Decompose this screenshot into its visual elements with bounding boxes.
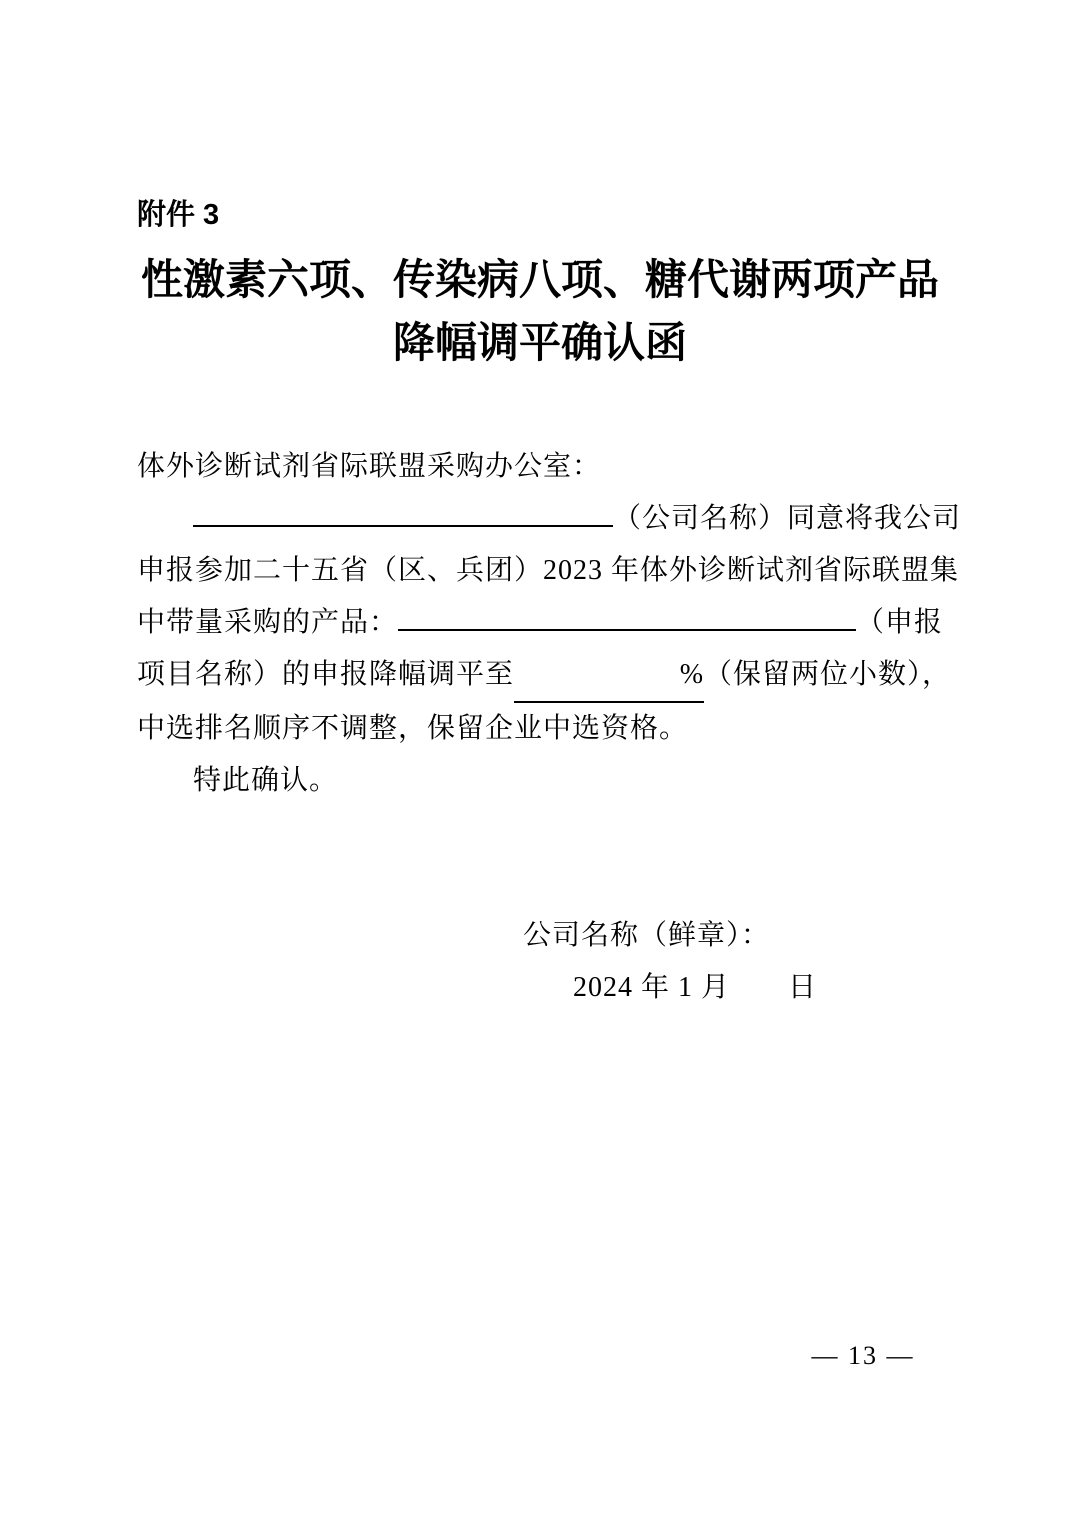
body-line-6: 中选排名顺序不调整，保留企业中选资格。 <box>137 713 689 744</box>
signature-company-label: 公司名称（鲜章）： <box>523 920 771 951</box>
body-line-3: 申报参加二十五省（区、兵团）2023 年体外诊断试剂省际联盟集 <box>137 555 960 586</box>
confirmation-line: 特此确认。 <box>193 765 339 796</box>
company-blank-note: （公司名称）同意将我公司 <box>613 503 962 534</box>
product-name-blank <box>398 601 856 631</box>
percent-prefix: 项目名称）的申报降幅调平至 <box>137 659 515 690</box>
attachment-label: 附件 3 <box>137 199 220 231</box>
date-day-label: 日 <box>788 972 818 1003</box>
date-prefix: 2024 年 1 月 <box>573 972 731 1003</box>
percent-blank <box>514 649 704 703</box>
percent-sign: % <box>679 659 705 690</box>
signature-block <box>523 910 817 1014</box>
document-title <box>0 250 1080 376</box>
page-number: — 13 — <box>811 1341 915 1370</box>
product-suffix: （申报 <box>856 607 944 638</box>
body-line-product <box>137 597 945 649</box>
percent-suffix: （保留两位小数）， <box>704 659 952 690</box>
product-label: 中带量采购的产品： <box>137 607 399 638</box>
salutation-line: 体外诊断试剂省际联盟采购办公室： <box>137 451 602 482</box>
body-line-percent <box>137 649 952 703</box>
company-name-blank <box>193 497 613 527</box>
signature-date-line <box>573 962 817 1014</box>
title-line-1: 性激素六项、传染病八项、糖代谢两项产品 <box>140 258 939 304</box>
body-line-company <box>137 493 962 545</box>
title-line-2: 降幅调平确认函 <box>392 321 687 367</box>
document-body <box>137 441 962 807</box>
